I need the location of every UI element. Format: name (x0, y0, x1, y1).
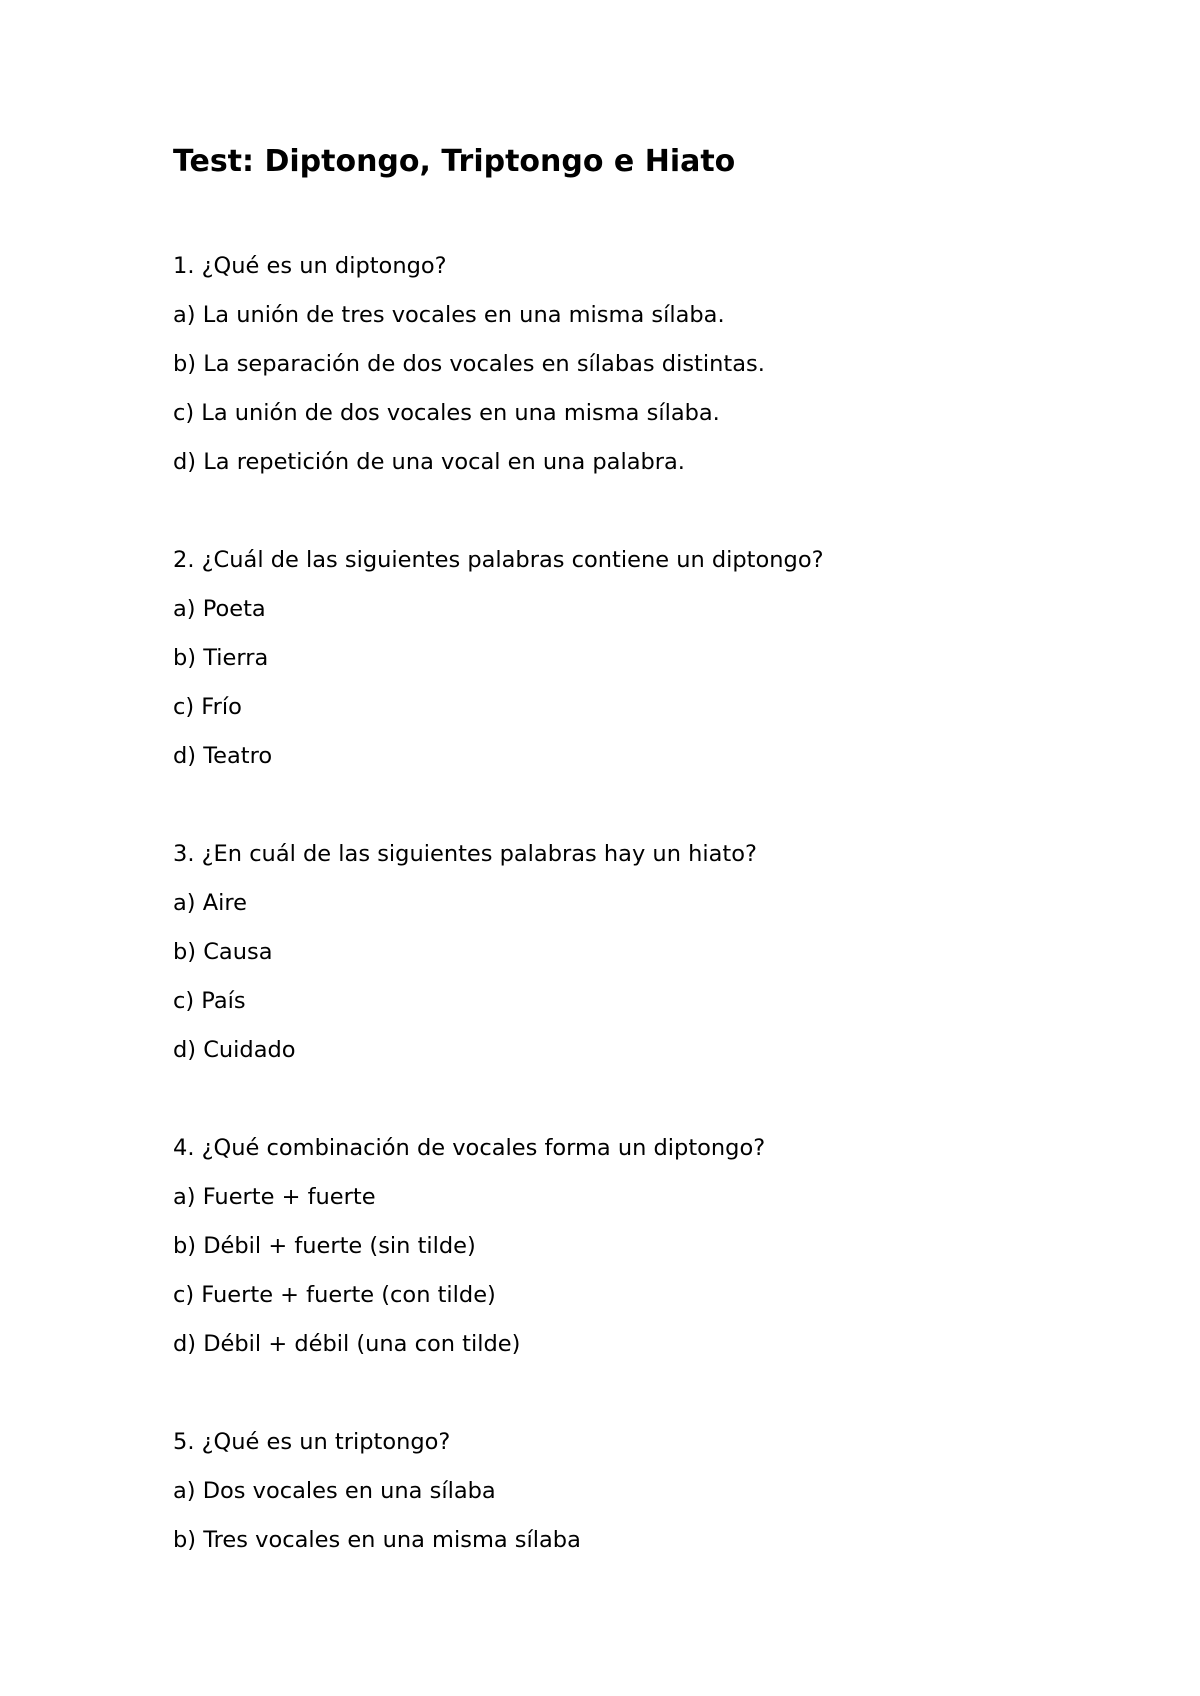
answer-option: d) Teatro (173, 743, 273, 769)
answer-option: c) País (173, 988, 246, 1014)
answer-option: a) Aire (173, 890, 247, 916)
answer-option: b) Tierra (173, 645, 269, 671)
question-text: 4. ¿Qué combinación de vocales forma un diptongo? (173, 1135, 766, 1161)
question-text: 2. ¿Cuál de las siguientes palabras contiene un diptongo? (173, 547, 824, 573)
question-block (173, 830, 1200, 1075)
question-text: 1. ¿Qué es un diptongo? (173, 253, 447, 279)
question-block (173, 1418, 1200, 1565)
answer-option: d) Débil + débil (una con tilde) (173, 1331, 521, 1357)
answer-option: d) La repetición de una vocal en una palabra. (173, 449, 685, 475)
question-block (173, 1124, 1200, 1369)
answer-option: b) La separación de dos vocales en sílabas distintas. (173, 351, 765, 377)
answer-option: b) Causa (173, 939, 273, 965)
answer-option: a) La unión de tres vocales en una misma sílaba. (173, 302, 725, 328)
question-text: 5. ¿Qué es un triptongo? (173, 1429, 451, 1455)
answer-option: a) Dos vocales en una sílaba (173, 1478, 496, 1504)
question-text: 3. ¿En cuál de las siguientes palabras hay un hiato? (173, 841, 757, 867)
question-block (173, 242, 1200, 487)
answer-option: a) Poeta (173, 596, 266, 622)
document-title: Test: Diptongo, Triptongo e Hiato (173, 144, 736, 179)
answer-option: d) Cuidado (173, 1037, 296, 1063)
answer-option: a) Fuerte + fuerte (173, 1184, 376, 1210)
answer-option: c) Fuerte + fuerte (con tilde) (173, 1282, 496, 1308)
answer-option: c) La unión de dos vocales en una misma sílaba. (173, 400, 720, 426)
question-block (173, 536, 1200, 781)
answer-option: c) Frío (173, 694, 242, 720)
answer-option: b) Débil + fuerte (sin tilde) (173, 1233, 476, 1259)
answer-option: b) Tres vocales en una misma sílaba (173, 1527, 581, 1553)
